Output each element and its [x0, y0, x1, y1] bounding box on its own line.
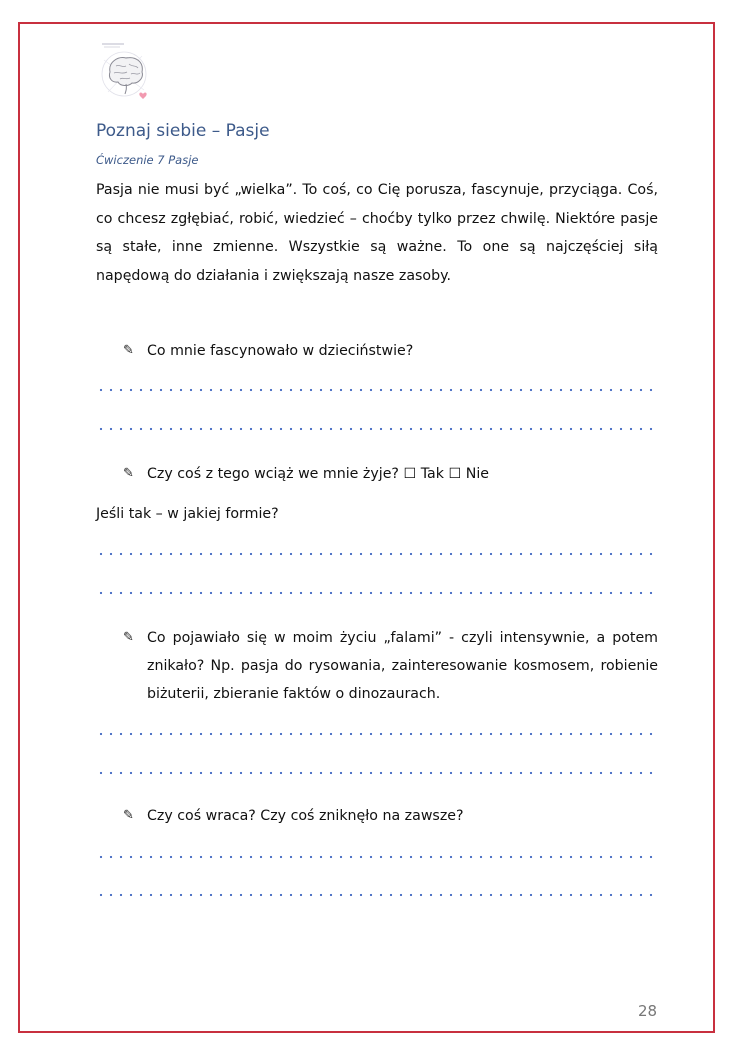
pencil-icon: ✎ [123, 808, 134, 823]
question-4 [123, 802, 464, 830]
option-no-label: Nie [465, 466, 490, 482]
pencil-icon: ✎ [123, 466, 134, 481]
answer-line[interactable] [96, 732, 653, 736]
answer-line[interactable] [96, 552, 653, 556]
question-2-text [147, 460, 489, 488]
pencil-icon: ✎ [123, 630, 134, 645]
pencil-icon: ✎ [123, 343, 134, 358]
question-2-prompt: Czy coś z tego wciąż we mnie żyje? [147, 466, 399, 482]
answer-line[interactable] [96, 427, 653, 431]
answer-line[interactable] [96, 771, 653, 775]
intro-paragraph: Pasja nie musi być „wielka”. To coś, co Cię porusza, fascynuje, przyciąga. Coś, co chcesz zgłębiać, robić, wiedzieć – choćby tylko przez chwilę. Niektóre pasje są stałe, inne zmienne. Wszystkie są ważne. To one są najczęściej siłą napędową do działania i zwiększają nasze zasoby. [96, 182, 658, 284]
answer-line[interactable] [96, 388, 653, 392]
answer-line[interactable] [96, 591, 653, 595]
question-1 [123, 337, 413, 365]
question-3-text: Co pojawiało się w moim życiu „falami” - czyli intensywnie, a potem znikało? Np. pasja do rysowania, zainteresowanie kosmosem, robienie biżuterii, zbieranie faktów o dinozaurach. [147, 630, 658, 702]
checkbox-icon[interactable]: ☐ [403, 466, 417, 482]
answer-line[interactable] [96, 855, 653, 859]
question-4-text: Czy coś wraca? Czy coś zniknęło na zawsze? [147, 808, 464, 824]
question-2-followup: Jeśli tak – w jakiej formie? [96, 506, 279, 522]
page-title: Poznaj siebie – Pasje [96, 121, 270, 141]
question-1-text: Co mnie fascynowało w dzieciństwie? [147, 343, 414, 359]
answer-line[interactable] [96, 893, 653, 897]
checkbox-icon[interactable]: ☐ [448, 466, 462, 482]
option-yes-label: Tak [420, 466, 444, 482]
exercise-subtitle: Ćwiczenie 7 Pasje [96, 153, 199, 167]
question-3 [123, 624, 658, 708]
page-number: 28 [638, 1002, 658, 1020]
brain-logo-icon [98, 40, 154, 102]
question-2 [123, 460, 489, 488]
